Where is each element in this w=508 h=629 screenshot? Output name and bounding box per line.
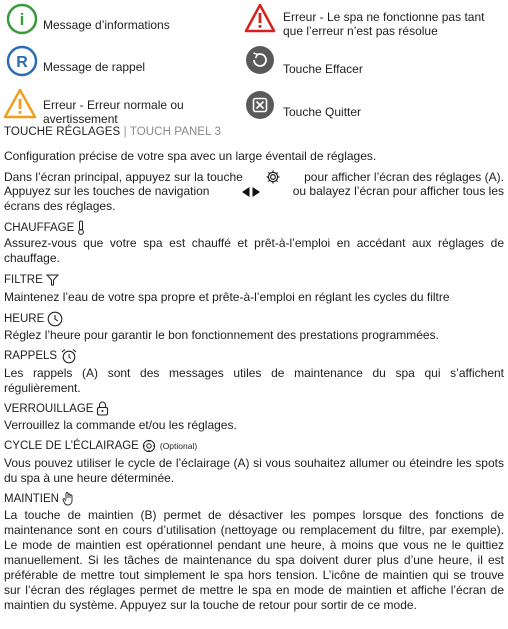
verrouillage-text: Verrouillez la commande et/ou les réglages. bbox=[4, 418, 237, 432]
clear-key-icon bbox=[245, 45, 275, 80]
eclairage-text: Vous pouvez utiliser le cycle de l’éclairage (A) si vous souhaitez allumer ou éteindre les spots du spa à une heure déterminée. bbox=[4, 456, 504, 485]
nav-line1-a: Dans l’écran principal, appuyez sur la touche bbox=[4, 169, 243, 184]
legend-clear-key-label: Touche Effacer bbox=[283, 62, 363, 76]
intro-text: Configuration précise de votre spa avec un large éventail de réglages. bbox=[4, 149, 377, 163]
critical-error-icon bbox=[244, 3, 276, 38]
hand-icon bbox=[62, 491, 74, 506]
filtre-heading bbox=[4, 273, 59, 287]
maintien-text: La touche de maintien (B) permet de désactiver les pompes lorsque des fonctions de maintenance sont en cours d’utilisation (nettoyage ou remplacement du filtre, par exemple). Le mode de maintien est opérationnel pendant une heure, à moins que vous ne le quittiez manuellement. Si les tâches de maintenance du spa doivent durer plus d’une heure, il est préférable de mettre tout simplement le spa hors tension. L’icône de maintien qui se trouve sur l’écran des réglages permet de mettre le spa en mode de maintien et affiche l’écran de maintien du système. Appuyez sur la touche de retour pour sortir de ce mode. bbox=[4, 508, 504, 612]
thermometer-icon bbox=[77, 220, 85, 235]
section-title bbox=[4, 126, 221, 138]
maintien-heading bbox=[4, 491, 74, 506]
nav-line-2 bbox=[4, 184, 504, 199]
eclairage-heading-label: CYCLE DE L’ÉCLAIRAGE bbox=[4, 440, 139, 452]
chauffage-heading bbox=[4, 220, 85, 235]
navigation-arrows-icon bbox=[241, 186, 261, 198]
nav-line-3: écrans des réglages. bbox=[4, 199, 116, 213]
verrouillage-heading-label: VERROUILLAGE bbox=[4, 402, 94, 415]
nav-line1-b: pour afficher l’écran des réglages (A). bbox=[304, 169, 504, 184]
svg-text:R: R bbox=[16, 54, 28, 71]
filter-icon bbox=[46, 274, 59, 286]
chauffage-text: Assurez-vous que votre spa est chauffé et prêt-à-l’emploi en accédant aux réglages de chauffage. bbox=[4, 236, 504, 265]
legend-critical-error-line1: Erreur - Le spa ne fonctionne pas tant bbox=[283, 10, 485, 24]
legend-warning-line2: avertissement bbox=[43, 112, 118, 126]
svg-text:i: i bbox=[19, 10, 25, 29]
rappels-text: Les rappels (A) sont des messages utiles de maintenance du spa qui s’affichent régulièrement. bbox=[4, 366, 504, 395]
legend-warning-line1: Erreur - Erreur normale ou bbox=[43, 98, 184, 112]
reminder-icon bbox=[6, 45, 38, 82]
maintien-heading-label: MAINTIEN bbox=[4, 492, 59, 505]
chauffage-heading-label: CHAUFFAGE bbox=[4, 221, 75, 234]
eclairage-heading bbox=[4, 439, 197, 453]
nav-line2-a: Appuyez sur les touches de navigation bbox=[4, 184, 210, 198]
legend-quit-key-label: Touche Quitter bbox=[283, 105, 362, 119]
nav-line2-b: ou balayez l’écran pour afficher tous les bbox=[292, 184, 504, 198]
section-separator: | bbox=[123, 126, 127, 138]
filtre-text: Maintenez l’eau de votre spa propre et prête-à-l’emploi en réglant les cycles du filtre bbox=[4, 290, 450, 304]
warning-icon bbox=[3, 88, 37, 125]
eclairage-optional-tag: (Optional) bbox=[159, 441, 198, 451]
heure-heading bbox=[4, 311, 63, 327]
info-icon bbox=[6, 3, 38, 40]
legend-critical-error-line2: que l’erreur n’est pas résolue bbox=[283, 24, 438, 38]
heure-text: Réglez l’heure pour garantir le bon fonctionnement des prestations programmées. bbox=[4, 328, 439, 342]
section-subtitle: TOUCH PANEL 3 bbox=[129, 126, 222, 138]
alarm-clock-icon bbox=[60, 348, 78, 364]
filtre-heading-label: FILTRE bbox=[4, 274, 43, 286]
heure-heading-label: HEURE bbox=[4, 313, 45, 325]
legend-reminder-label: Message de rappel bbox=[43, 60, 146, 74]
legend-info-label: Message d’informations bbox=[43, 18, 170, 32]
quit-key-icon bbox=[245, 90, 275, 125]
lock-icon bbox=[96, 401, 109, 416]
light-cycle-icon bbox=[142, 439, 156, 453]
nav-line-1 bbox=[4, 169, 504, 185]
rappels-heading-label: RAPPELS bbox=[4, 350, 58, 362]
clock-icon bbox=[47, 311, 63, 327]
rappels-heading bbox=[4, 348, 78, 364]
settings-gear-icon bbox=[265, 169, 281, 185]
section-title-main: TOUCHE RÉGLAGES bbox=[4, 126, 121, 138]
verrouillage-heading bbox=[4, 401, 109, 416]
